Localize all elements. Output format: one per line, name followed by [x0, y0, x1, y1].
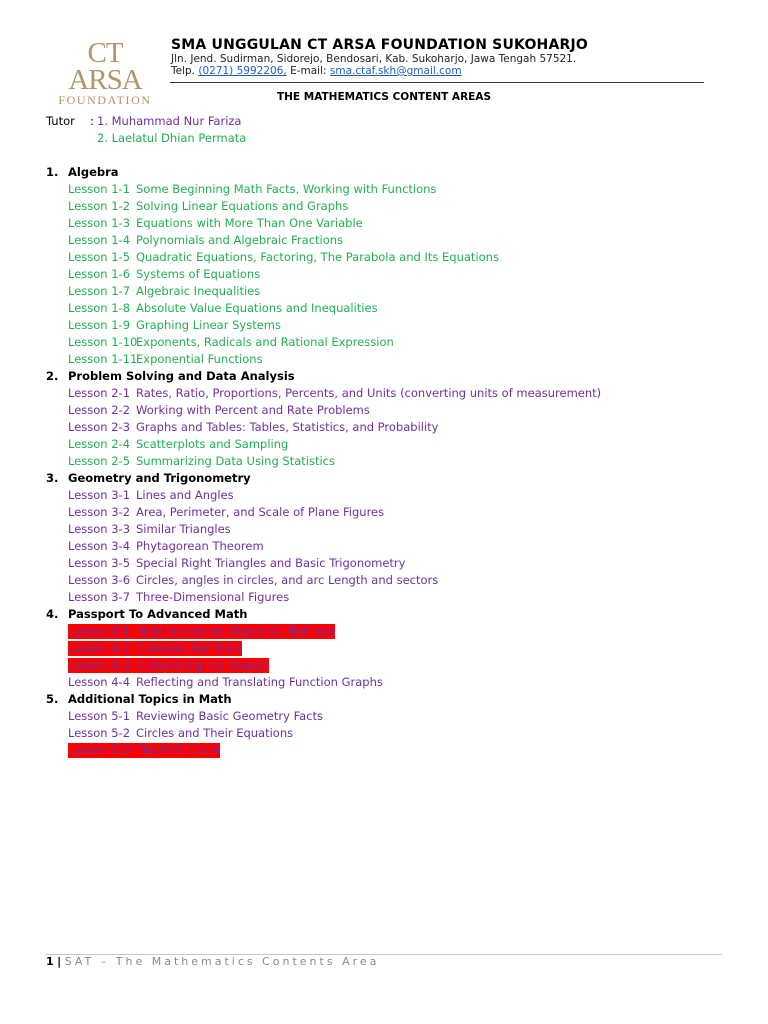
footer-title: SAT – The Mathematics Contents Area [64, 955, 380, 968]
lesson-item [68, 216, 363, 231]
lesson-item [68, 573, 438, 588]
section-number: 5. [46, 692, 59, 706]
tutor-name: 2. Laelatul Dhian Permata [97, 131, 247, 145]
lesson-number: Lesson 1-11 [68, 352, 138, 366]
lesson-title: Summarizing Data Using Statistics [136, 454, 335, 468]
lesson-number: Lesson 4-2 [68, 641, 131, 655]
footer-separator: | [57, 955, 62, 968]
lesson-number: Lesson 2-5 [68, 454, 131, 468]
lesson-number: Lesson 1-4 [68, 233, 131, 247]
section-heading: Additional Topics in Math [68, 692, 232, 706]
school-name: SMA UNGGULAN CT ARSA FOUNDATION SUKOHARJO [171, 37, 588, 53]
lesson-item [68, 556, 405, 571]
lesson-title: Complex Numbers [136, 641, 243, 655]
lesson-number: Lesson 4-3 [68, 658, 131, 672]
lesson-number: Lesson 1-9 [68, 318, 131, 332]
lesson-item [68, 590, 289, 605]
lesson-number: Lesson 5-3 [68, 743, 131, 757]
lesson-number: Lesson 1-3 [68, 216, 131, 230]
lesson-item [68, 454, 335, 469]
lesson-number: Lesson 3-4 [68, 539, 131, 553]
lesson-item [68, 335, 394, 350]
section-heading: Problem Solving and Data Analysis [68, 369, 295, 383]
lesson-title: Phytagorean Theorem [136, 539, 264, 553]
lesson-item [68, 182, 436, 197]
lesson-item [68, 420, 438, 435]
lesson-number: Lesson 2-2 [68, 403, 131, 417]
lesson-title: Polynomials and Algebraic Fractions [136, 233, 344, 247]
lesson-number: Lesson 3-5 [68, 556, 131, 570]
lesson-number: Lesson 4-1 [68, 624, 131, 638]
lesson-title: Equations with More Than One Variable [136, 216, 363, 230]
lesson-item [68, 488, 234, 503]
logo-subtitle: FOUNDATION [58, 93, 152, 107]
lesson-item [68, 539, 264, 554]
lesson-number: Lesson 3-2 [68, 505, 131, 519]
lesson-title: Exponents, Radicals and Rational Expression [136, 335, 394, 349]
tutor-label: Tutor [46, 114, 75, 128]
lesson-item [68, 301, 378, 316]
lesson-number: Lesson 1-6 [68, 267, 131, 281]
lesson-item [68, 386, 601, 401]
section-number: 4. [46, 607, 59, 621]
lesson-item [68, 726, 293, 741]
lesson-item [68, 318, 281, 333]
lesson-item [68, 709, 323, 724]
lesson-item [68, 267, 260, 282]
lesson-title: Reviewing Basic Geometry Facts [136, 709, 323, 723]
lesson-title: Lines and Angles [136, 488, 234, 502]
lesson-title: Graphing Linear Systems [136, 318, 281, 332]
lesson-item [68, 352, 263, 367]
lesson-title: Three-Dimensional Figures [136, 590, 290, 604]
lesson-title: Some Beginning Math Facts, Working with Functions [136, 182, 437, 196]
lesson-item [68, 658, 269, 673]
lesson-number: Lesson 5-2 [68, 726, 131, 740]
school-contact [171, 65, 462, 77]
lesson-title: Area, Perimeter, and Scale of Plane Figures [136, 505, 385, 519]
page-footer [46, 955, 379, 968]
lesson-title: Circles and Their Equations [136, 726, 294, 740]
lesson-item [68, 403, 370, 418]
tutor-separator: : [90, 114, 94, 128]
lesson-number: Lesson 5-1 [68, 709, 131, 723]
lesson-title: Graphs and Tables: Tables, Statistics, and Probability [136, 420, 439, 434]
lesson-title: Solving Linear Equations and Graphs [136, 199, 349, 213]
lesson-title: Absolute Value Equations and Inequalities [136, 301, 378, 315]
lesson-title: Completing the Square [136, 658, 269, 672]
header-divider [170, 82, 704, 83]
logo-wordmark: CT ARSA [68, 37, 142, 96]
page-number: 1 [46, 955, 54, 968]
phone-label: Telp. [171, 65, 196, 77]
lesson-number: Lesson 4-4 [68, 675, 131, 689]
lesson-item [68, 199, 348, 214]
lesson-title: Reflecting and Translating Function Graphs [136, 675, 383, 689]
lesson-number: Lesson 1-1 [68, 182, 131, 196]
lesson-number: Lesson 1-8 [68, 301, 131, 315]
lesson-title: The Unit Circle [136, 743, 221, 757]
lesson-number: Lesson 3-1 [68, 488, 131, 502]
lesson-title: Working with Percent and Rate Problems [136, 403, 370, 417]
lesson-item [68, 505, 384, 520]
lesson-item [68, 233, 343, 248]
lesson-number: Lesson 1-2 [68, 199, 131, 213]
phone-link[interactable]: (0271) 5992206, [198, 65, 287, 77]
lesson-item [68, 624, 335, 639]
lesson-number: Lesson 2-4 [68, 437, 131, 451]
lesson-number: Lesson 2-3 [68, 420, 131, 434]
lesson-number: Lesson 1-5 [68, 250, 131, 264]
lesson-title: Circles, angles in circles, and arc Length and sectors [136, 573, 439, 587]
section-number: 3. [46, 471, 59, 485]
lesson-title: Rates, Ratio, Proportions, Percents, and Units (converting units of measurement) [136, 386, 602, 400]
email-label: E-mail: [290, 65, 327, 77]
lesson-item [68, 675, 383, 690]
lesson-item [68, 522, 231, 537]
lesson-title: Algebraic Inequalities [136, 284, 261, 298]
lesson-title: Exponential Functions [136, 352, 263, 366]
lesson-title: More Advanced Algebraic Methods [136, 624, 336, 638]
lesson-number: Lesson 3-7 [68, 590, 131, 604]
lesson-item [68, 743, 220, 758]
lesson-item [68, 437, 288, 452]
section-heading: Passport To Advanced Math [68, 607, 248, 621]
tutor-name: 1. Muhammad Nur Fariza [97, 114, 242, 128]
lesson-number: Lesson 1-10 [68, 335, 138, 349]
lesson-number: Lesson 1-7 [68, 284, 131, 298]
lesson-number: Lesson 2-1 [68, 386, 131, 400]
document-title: THE MATHEMATICS CONTENT AREAS [276, 91, 492, 103]
lesson-number: Lesson 3-3 [68, 522, 131, 536]
lesson-item [68, 250, 499, 265]
lesson-title: Special Right Triangles and Basic Trigonometry [136, 556, 406, 570]
section-heading: Geometry and Trigonometry [68, 471, 251, 485]
section-number: 2. [46, 369, 59, 383]
email-link[interactable]: sma.ctaf.skh@gmail.com [329, 65, 462, 77]
school-address: Jln. Jend. Sudirman, Sidorejo, Bendosari, Kab. Sukoharjo, Jawa Tengah 57521. [171, 53, 577, 65]
lesson-item [68, 641, 242, 656]
lesson-item [68, 284, 260, 299]
section-heading: Algebra [68, 165, 119, 179]
section-number: 1. [46, 165, 59, 179]
lesson-title: Similar Triangles [136, 522, 231, 536]
lesson-number: Lesson 3-6 [68, 573, 131, 587]
lesson-title: Quadratic Equations, Factoring, The Parabola and Its Equations [136, 250, 499, 264]
lesson-title: Systems of Equations [136, 267, 261, 281]
lesson-title: Scatterplots and Sampling [136, 437, 289, 451]
